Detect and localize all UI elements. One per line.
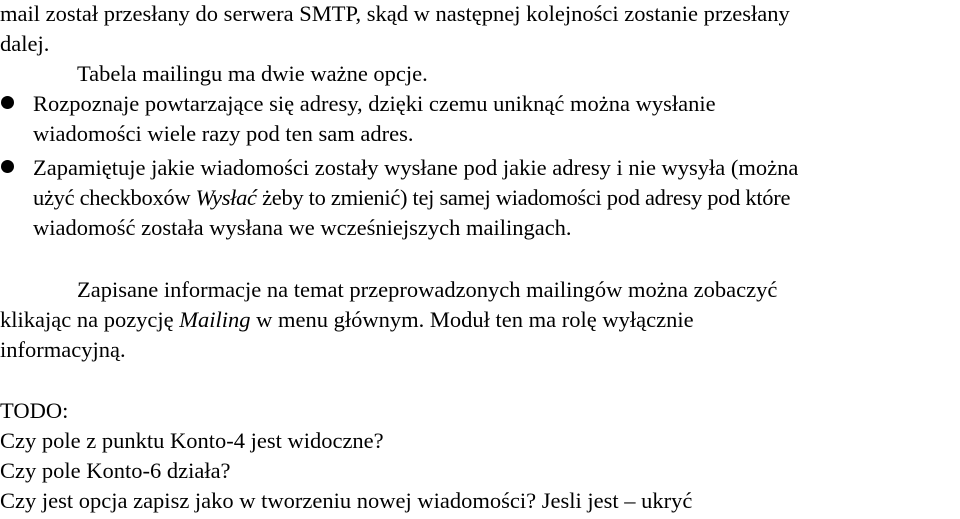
text-span: w menu głównym. Moduł ten ma rolę wyłącznie: [250, 307, 694, 332]
emphasis-text: Wysłać: [195, 185, 257, 210]
text-line: Tabela mailingu ma dwie ważne opcje.: [77, 61, 428, 86]
paragraph-line: [0, 305, 694, 335]
bullet-text: [33, 183, 790, 213]
emphasis-text: Mailing: [179, 307, 251, 332]
bullet-text: Rozpoznaje powtarzające się adresy, dzięki czemu uniknąć można wysłanie: [33, 91, 716, 116]
paragraph-line: Zapisane informacje na temat przeprowadzonych mailingów można zobaczyć: [77, 277, 778, 302]
bullet-icon: [1, 160, 14, 173]
bullet-text: wiadomość została wysłana we wcześniejszych mailingach.: [33, 215, 572, 240]
todo-item: Czy jest opcja zapisz jako w tworzeniu nowej wiadomości? Jesli jest – ukryć: [0, 488, 693, 513]
bullet-text: Zapamiętuje jakie wiadomości zostały wysłane pod jakie adresy i nie wysyła (można: [33, 155, 799, 180]
todo-item: Czy pole z punktu Konto-4 jest widoczne?: [0, 428, 384, 453]
text-line: dalej.: [0, 31, 50, 56]
bullet-icon: [1, 96, 14, 109]
todo-heading: TODO:: [0, 398, 69, 423]
text-line: mail został przesłany do serwera SMTP, skąd w następnej kolejności zostanie przesłany: [0, 1, 790, 26]
bullet-text: wiadomości wiele razy pod ten sam adres.: [33, 121, 414, 146]
text-span: użyć checkboxów: [33, 185, 196, 210]
text-span: klikając na pozycję: [0, 307, 180, 332]
paragraph-line: informacyjną.: [0, 337, 126, 362]
todo-item: Czy pole Konto-6 działa?: [0, 458, 231, 483]
text-span: żeby to zmienić) tej samej wiadomości pod adresy pod które: [256, 185, 791, 210]
